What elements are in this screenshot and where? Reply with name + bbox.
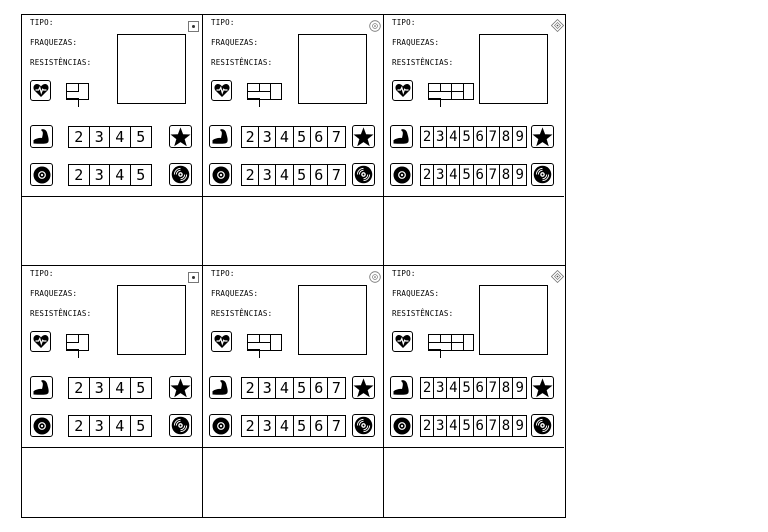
- portrait-frame: [479, 34, 548, 104]
- pokemon-card: [384, 266, 565, 517]
- heart-pulse-icon: [30, 80, 51, 101]
- scale-value: 4: [110, 127, 131, 147]
- portrait-frame: [479, 285, 548, 355]
- hp-box: [441, 335, 453, 343]
- resistances-label: RESISTÊNCIAS:: [392, 58, 454, 67]
- scale-value: 2: [69, 416, 90, 436]
- scale-value: 5: [460, 127, 473, 147]
- pokemon-card: [384, 15, 565, 266]
- attack-scale: [241, 377, 346, 399]
- scale-value: 8: [500, 416, 513, 436]
- flexed-arm-icon: [209, 125, 232, 148]
- scale-value: 5: [294, 127, 311, 147]
- scale-value: 3: [259, 165, 276, 185]
- hp-box: [452, 343, 464, 351]
- hp-box: [260, 343, 272, 351]
- hp-box: [248, 335, 260, 343]
- card-divider: [203, 196, 383, 197]
- scale-value: 2: [421, 127, 434, 147]
- defense-scale: [420, 164, 527, 186]
- hp-box: [441, 92, 453, 100]
- scale-value: 4: [447, 378, 460, 398]
- defense-scale: [68, 415, 152, 437]
- scale-value: 2: [69, 127, 90, 147]
- scale-value: 3: [90, 127, 111, 147]
- scale-value: 5: [136, 166, 146, 184]
- shield-dot-icon: [209, 163, 232, 186]
- scale-value: 6: [474, 378, 487, 398]
- hp-box: [260, 99, 272, 107]
- scale-value: 5: [136, 417, 146, 435]
- hp-box: [441, 350, 453, 358]
- scale-value: 4: [110, 378, 131, 398]
- flexed-arm-icon: [390, 125, 413, 148]
- scale-value: 3: [90, 165, 111, 185]
- scale-value: 7: [331, 128, 341, 146]
- defense-scale: [420, 415, 527, 437]
- scale-value: 3: [434, 416, 447, 436]
- scale-value: 5: [460, 378, 473, 398]
- defense-scale: [241, 415, 346, 437]
- star-icon: [169, 125, 192, 148]
- attack-scale: [420, 377, 527, 399]
- shield-dot-icon: [390, 414, 413, 437]
- scale-value: 4: [447, 127, 460, 147]
- scale-value: 6: [474, 127, 487, 147]
- hp-boxes: [66, 83, 89, 100]
- scale-value: 7: [487, 416, 500, 436]
- attack-scale: [420, 126, 527, 148]
- star-icon: [169, 376, 192, 399]
- scale-value: 6: [474, 416, 487, 436]
- card-divider: [384, 196, 564, 197]
- hp-box: [429, 335, 441, 343]
- pokemon-card: [203, 266, 384, 517]
- shield-dot-icon: [30, 414, 53, 437]
- scale-value: 2: [69, 378, 90, 398]
- scale-value: 4: [110, 165, 131, 185]
- hp-box: [67, 350, 79, 358]
- rarity-badge-icon: [369, 17, 380, 28]
- hp-box: [429, 343, 441, 351]
- hp-box: [67, 84, 79, 92]
- scale-value: 2: [242, 127, 259, 147]
- hp-box: [429, 92, 441, 100]
- hp-box: [67, 335, 79, 343]
- vinyl-disc-icon: [169, 414, 192, 437]
- scale-value: 6: [311, 165, 328, 185]
- scale-value: 4: [276, 127, 293, 147]
- star-icon: [531, 125, 554, 148]
- scale-value: 2: [421, 416, 434, 436]
- scale-value: 7: [331, 417, 341, 435]
- card-sheet: [21, 14, 566, 518]
- weaknesses-label: FRAQUEZAS:: [392, 38, 440, 47]
- card-divider: [384, 447, 564, 448]
- type-label: TIPO:: [211, 269, 235, 278]
- scale-value: 6: [474, 165, 487, 185]
- hp-box: [248, 343, 260, 351]
- hp-box: [429, 84, 441, 92]
- scale-value: 4: [447, 165, 460, 185]
- flexed-arm-icon: [30, 376, 53, 399]
- scale-value: 2: [242, 165, 259, 185]
- scale-value: 5: [136, 379, 146, 397]
- scale-value: 3: [90, 416, 111, 436]
- rarity-badge-icon: [369, 268, 380, 279]
- resistances-label: RESISTÊNCIAS:: [30, 58, 92, 67]
- scale-value: 2: [421, 165, 434, 185]
- hp-box: [248, 92, 260, 100]
- star-icon: [531, 376, 554, 399]
- vinyl-disc-icon: [531, 163, 554, 186]
- scale-value: 2: [421, 378, 434, 398]
- card-divider: [22, 196, 202, 197]
- weaknesses-label: FRAQUEZAS:: [392, 289, 440, 298]
- weaknesses-label: FRAQUEZAS:: [211, 289, 259, 298]
- scale-value: 7: [331, 379, 341, 397]
- scale-value: 5: [294, 165, 311, 185]
- rarity-badge-icon: [551, 268, 562, 279]
- scale-value: 4: [276, 416, 293, 436]
- scale-value: 5: [460, 165, 473, 185]
- hp-box: [441, 84, 453, 92]
- heart-pulse-icon: [211, 331, 232, 352]
- scale-value: 6: [311, 127, 328, 147]
- flexed-arm-icon: [390, 376, 413, 399]
- scale-value: 6: [311, 378, 328, 398]
- weaknesses-label: FRAQUEZAS:: [30, 289, 78, 298]
- portrait-frame: [117, 285, 186, 355]
- shield-dot-icon: [209, 414, 232, 437]
- flexed-arm-icon: [30, 125, 53, 148]
- weaknesses-label: FRAQUEZAS:: [211, 38, 259, 47]
- weaknesses-label: FRAQUEZAS:: [30, 38, 78, 47]
- hp-boxes: [428, 83, 474, 100]
- scale-value: 3: [434, 378, 447, 398]
- shield-dot-icon: [390, 163, 413, 186]
- scale-value: 3: [259, 378, 276, 398]
- scale-value: 5: [294, 378, 311, 398]
- scale-value: 9: [515, 167, 524, 183]
- scale-value: 4: [110, 416, 131, 436]
- card-divider: [22, 447, 202, 448]
- scale-value: 5: [294, 416, 311, 436]
- hp-box: [67, 343, 79, 351]
- scale-value: 7: [487, 127, 500, 147]
- flexed-arm-icon: [209, 376, 232, 399]
- hp-boxes: [428, 334, 474, 351]
- type-label: TIPO:: [211, 18, 235, 27]
- hp-box: [248, 84, 260, 92]
- hp-box: [67, 99, 79, 107]
- vinyl-disc-icon: [531, 414, 554, 437]
- scale-value: 7: [331, 166, 341, 184]
- scale-value: 4: [276, 165, 293, 185]
- hp-box: [452, 92, 464, 100]
- scale-value: 4: [447, 416, 460, 436]
- type-label: TIPO:: [392, 18, 416, 27]
- defense-scale: [68, 164, 152, 186]
- scale-value: 8: [500, 378, 513, 398]
- pokemon-card: [22, 15, 203, 266]
- resistances-label: RESISTÊNCIAS:: [30, 309, 92, 318]
- hp-box: [260, 350, 272, 358]
- scale-value: 9: [515, 418, 524, 434]
- hp-box: [429, 350, 441, 358]
- hp-box: [248, 99, 260, 107]
- scale-value: 5: [460, 416, 473, 436]
- scale-value: 8: [500, 127, 513, 147]
- heart-pulse-icon: [392, 80, 413, 101]
- scale-value: 7: [487, 378, 500, 398]
- hp-box: [260, 84, 272, 92]
- scale-value: 2: [242, 416, 259, 436]
- scale-value: 3: [259, 416, 276, 436]
- scale-value: 8: [500, 165, 513, 185]
- hp-box: [67, 107, 79, 115]
- attack-scale: [241, 126, 346, 148]
- hp-box: [260, 335, 272, 343]
- defense-scale: [241, 164, 346, 186]
- hp-boxes: [66, 334, 89, 351]
- hp-box: [441, 99, 453, 107]
- hp-box: [452, 335, 464, 343]
- star-icon: [352, 125, 375, 148]
- hp-box: [441, 343, 453, 351]
- pokemon-card: [203, 15, 384, 266]
- scale-value: 6: [311, 416, 328, 436]
- heart-pulse-icon: [30, 331, 51, 352]
- hp-box: [248, 350, 260, 358]
- scale-value: 2: [69, 165, 90, 185]
- vinyl-disc-icon: [352, 163, 375, 186]
- portrait-frame: [298, 34, 367, 104]
- hp-box: [67, 358, 79, 366]
- type-label: TIPO:: [30, 269, 54, 278]
- heart-pulse-icon: [392, 331, 413, 352]
- hp-boxes: [247, 334, 282, 351]
- scale-value: 3: [434, 165, 447, 185]
- hp-box: [452, 84, 464, 92]
- scale-value: 3: [434, 127, 447, 147]
- scale-value: 9: [515, 129, 524, 145]
- attack-scale: [68, 377, 152, 399]
- type-label: TIPO:: [392, 269, 416, 278]
- hp-box: [429, 99, 441, 107]
- scale-value: 7: [487, 165, 500, 185]
- rarity-badge-icon: [188, 268, 199, 279]
- portrait-frame: [117, 34, 186, 104]
- star-icon: [352, 376, 375, 399]
- heart-pulse-icon: [211, 80, 232, 101]
- scale-value: 3: [90, 378, 111, 398]
- hp-box: [260, 92, 272, 100]
- card-divider: [203, 447, 383, 448]
- hp-boxes: [247, 83, 282, 100]
- resistances-label: RESISTÊNCIAS:: [211, 58, 273, 67]
- vinyl-disc-icon: [169, 163, 192, 186]
- scale-value: 2: [242, 378, 259, 398]
- vinyl-disc-icon: [352, 414, 375, 437]
- shield-dot-icon: [30, 163, 53, 186]
- pokemon-card: [22, 266, 203, 517]
- scale-value: 3: [259, 127, 276, 147]
- portrait-frame: [298, 285, 367, 355]
- resistances-label: RESISTÊNCIAS:: [392, 309, 454, 318]
- rarity-badge-icon: [551, 17, 562, 28]
- rarity-badge-icon: [188, 17, 199, 28]
- type-label: TIPO:: [30, 18, 54, 27]
- scale-value: 9: [515, 380, 524, 396]
- attack-scale: [68, 126, 152, 148]
- resistances-label: RESISTÊNCIAS:: [211, 309, 273, 318]
- scale-value: 4: [276, 378, 293, 398]
- scale-value: 5: [136, 128, 146, 146]
- hp-box: [67, 92, 79, 100]
